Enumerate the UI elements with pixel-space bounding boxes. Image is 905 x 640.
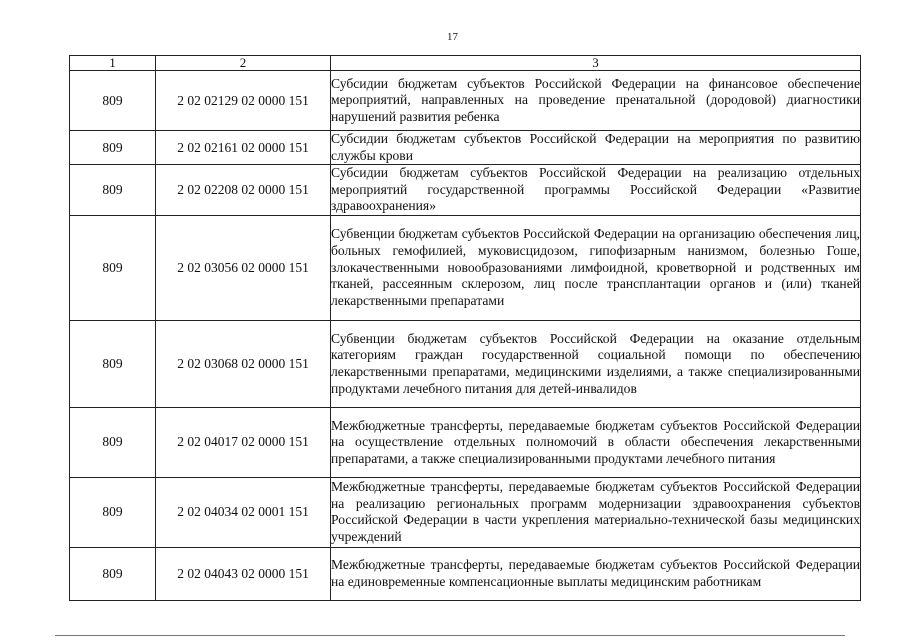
table-row [70,131,861,165]
admin-code-cell: 809 [70,407,156,477]
table-row [70,215,861,320]
admin-code-cell: 809 [70,71,156,131]
description-cell: Субсидии бюджетам субъектов Российской Федерации на мероприятия по развитию службы крови [331,131,861,165]
budget-revenue-table [69,55,861,601]
table-row [70,320,861,407]
description-cell: Субсидии бюджетам субъектов Российской Федерации на реализацию отдельных мероприятий государственной программы Российской Федерации «Развитие здравоохранения» [331,165,861,216]
description-cell: Межбюджетные трансферты, передаваемые бюджетам субъектов Российской Федерации на единовременные компенсационные выплаты медицинским работникам [331,547,861,600]
table-row [70,407,861,477]
column-header-3: 3 [331,56,861,71]
description-cell: Межбюджетные трансферты, передаваемые бюджетам субъектов Российской Федерации на реализацию региональных программ модернизации здравоохранения субъектов Российской Федерации в части укрепления материально-технической базы медицинских учреждений [331,477,861,547]
budget-code-cell: 2 02 02129 02 0000 151 [156,71,331,131]
table-header-row [70,56,861,71]
admin-code-cell: 809 [70,320,156,407]
description-cell: Субвенции бюджетам субъектов Российской Федерации на организацию обеспечения лиц, больных гемофилией, муковисцидозом, гипофизарным нанизмом, болезнью Гоше, злокачественными новообразованиями лимфоидной, кроветворной и родственных им тканей, рассеянным склерозом, лиц после трансплантации органов и (или) тканей лекарственными препаратами [331,215,861,320]
admin-code-cell: 809 [70,215,156,320]
table-row [70,477,861,547]
admin-code-cell: 809 [70,477,156,547]
description-cell: Субсидии бюджетам субъектов Российской Федерации на финансовое обеспечение мероприятий, направленных на проведение пренатальной (дородовой) диагностики нарушений развития ребенка [331,71,861,131]
table-row [70,165,861,216]
page-bottom-divider [55,635,845,636]
table-row [70,547,861,600]
column-header-2: 2 [156,56,331,71]
budget-code-cell: 2 02 02208 02 0000 151 [156,165,331,216]
admin-code-cell: 809 [70,131,156,165]
description-cell: Межбюджетные трансферты, передаваемые бюджетам субъектов Российской Федерации на осуществление отдельных полномочий в области обеспечения лекарственными препаратами, а также специализированными продуктами лечебного питания [331,407,861,477]
description-cell: Субвенции бюджетам субъектов Российской Федерации на оказание отдельным категориям граждан государственной социальной помощи по обеспечению лекарственными препаратами, медицинскими изделиями, а также специализированными продуктами лечебного питания для детей-инвалидов [331,320,861,407]
budget-code-cell: 2 02 02161 02 0000 151 [156,131,331,165]
page-number: 17 [447,31,458,43]
admin-code-cell: 809 [70,547,156,600]
column-header-1: 1 [70,56,156,71]
table-row [70,71,861,131]
budget-code-cell: 2 02 03068 02 0000 151 [156,320,331,407]
budget-code-cell: 2 02 03056 02 0000 151 [156,215,331,320]
budget-code-cell: 2 02 04017 02 0000 151 [156,407,331,477]
budget-code-cell: 2 02 04034 02 0001 151 [156,477,331,547]
budget-code-cell: 2 02 04043 02 0000 151 [156,547,331,600]
admin-code-cell: 809 [70,165,156,216]
